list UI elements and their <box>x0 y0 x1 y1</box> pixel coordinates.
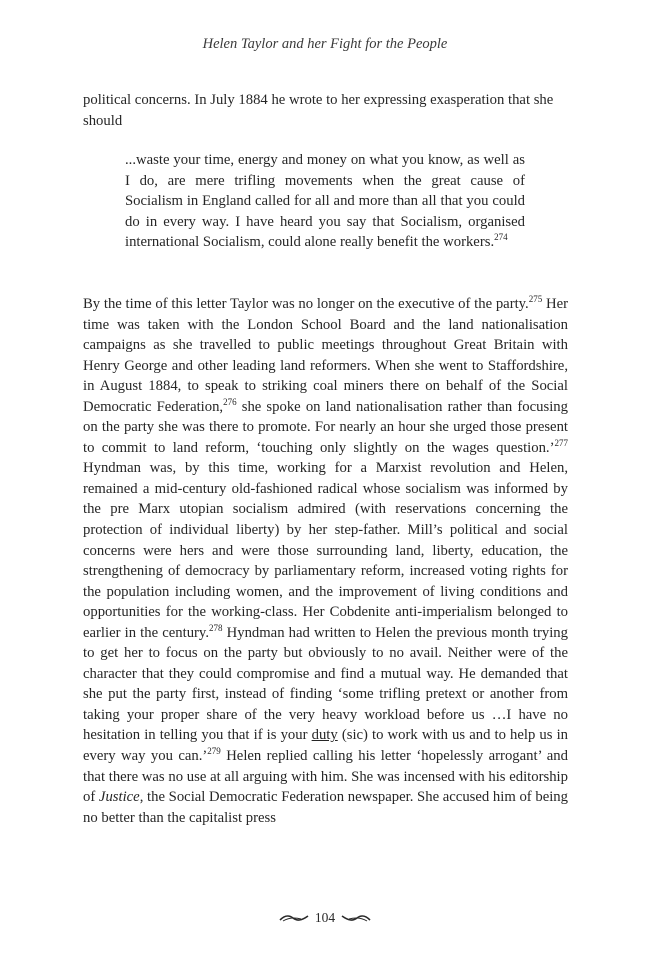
paragraph-text: Hyndman was, by this time, working for a Marxist revolution and Helen, remained a mid-century old-fashioned radical whose socialism was informed by the pre Marx utopian socialism admired (with reservations concerning the protection of individual liberty) by her step-father. Mill’s political and social concerns were hers and were those surrounding land, liberty, education, the strengthening of democracy by parliamentary reform, increased voting rights for the population including women, and the improvement of living conditions and opportunities for the working-class. Her Cobdenite anti-imperialism belonged to earlier in the century. <box>83 460 568 641</box>
paragraph-text: Her time was taken with the London School Board and the land nationalisation campaigns as she travelled to public meetings throughout Great Britain with Henry George and other leading land reformers. When she went to Staffordshire, in August 1884, to speak to striking coal miners there on behalf of the Social Democratic Federation, <box>83 296 568 415</box>
paragraph-text: By the time of this letter Taylor was no longer on the executive of the party. <box>83 296 529 312</box>
page-number: 104 <box>314 910 336 925</box>
footnote-ref: 276 <box>223 396 237 407</box>
quote-text: ...waste your time, energy and money on what you know, as well as I do, are mere trifling movements when the great cause of Socialism in England called for all and more than all that you could do in every way. I have heard you say that Socialism, organised international Socialism, could alone really benefit the workers. <box>125 152 525 251</box>
underlined-word: duty <box>311 727 338 744</box>
intro-paragraph: political concerns. In July 1884 he wrote to her expressing exasperation that she should <box>83 92 554 129</box>
footnote-ref: 275 <box>528 294 543 305</box>
footnote-ref: 278 <box>209 622 223 633</box>
paragraph-text: Helen replied calling his letter ‘hopelessly arrogant’ and that there was no use at all arguing with him. She was incensed with his editorship of <box>83 748 568 806</box>
page-footer <box>0 910 650 926</box>
paragraph-text: she spoke on land nationalisation rather than focusing on the party she was there to promote. For nearly an hour she urged those present to commit to land reform, ‘touching only slightly on the wages question.’ <box>83 398 568 456</box>
paragraph-text: , the Social Democratic Federation newspaper. She accused him of being no better than the capitalist press <box>83 789 568 826</box>
right-flourish-icon <box>341 913 371 923</box>
footnote-ref: 277 <box>554 437 568 448</box>
footnote-ref: 279 <box>207 746 221 757</box>
main-paragraph <box>83 294 568 828</box>
footnote-ref: 274 <box>494 232 508 243</box>
paragraph-text: (sic) to work with us and to help us in every way you can.’ <box>83 727 569 765</box>
italic-title: Justice <box>98 789 140 806</box>
block-quote <box>125 150 525 253</box>
running-title: Helen Taylor and her Fight for the People <box>202 36 448 52</box>
paragraph-text: Hyndman had written to Helen the previous month trying to get her to focus on the party but obviously to no avail. Neither were of the character that they could compromise and find a mutual way. He demanded that she put the party first, instead of finding ‘some trifling pretext or another from taking your proper share of the very heavy workload before us …I have no hesitation in telling you that if is your <box>83 624 568 744</box>
left-flourish-icon <box>279 913 309 923</box>
